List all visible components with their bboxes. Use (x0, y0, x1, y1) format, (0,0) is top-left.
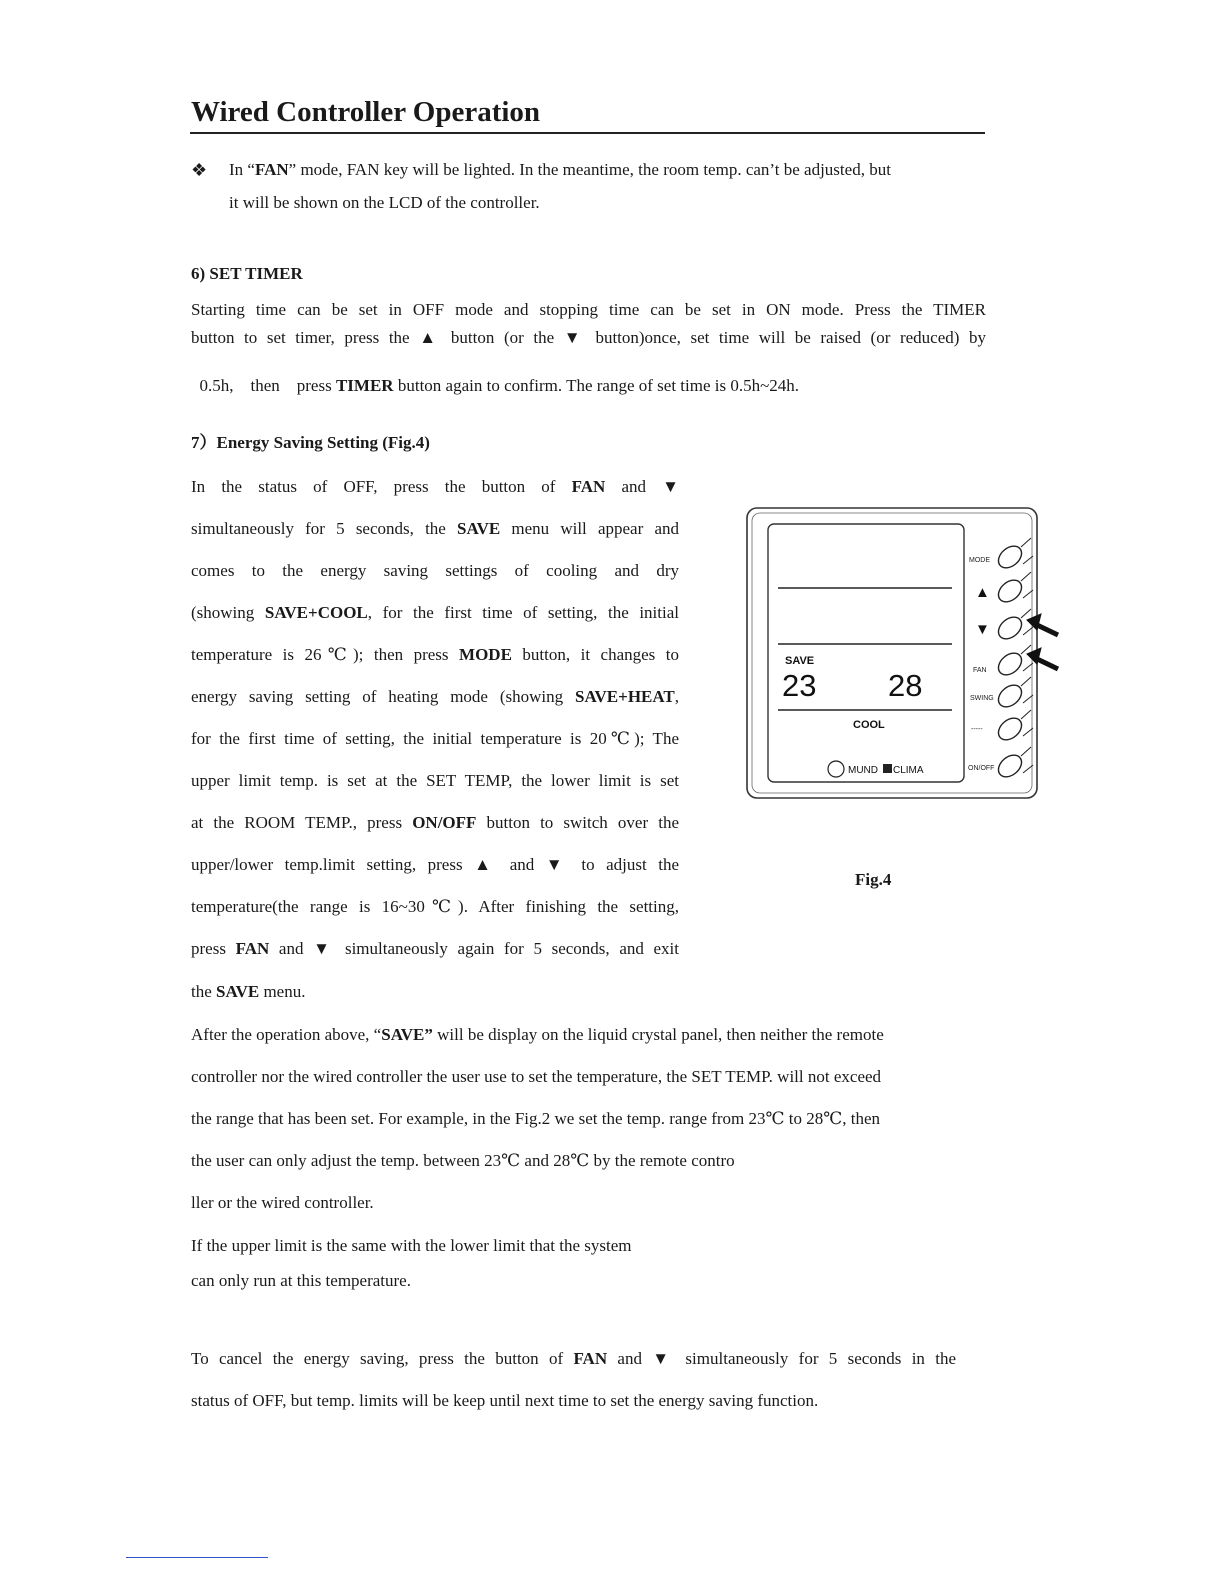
energy-line-10: upper/lower temp.limit setting, press ▲ and ▼ to adjust the (191, 855, 679, 874)
bold-run: SAVE+COOL (264, 603, 368, 622)
text-run: will be display on the liquid crystal panel, then neither the remote (432, 1025, 884, 1044)
after-line-3: the range that has been set. For example, in the Fig.2 we set the temp. range from 23℃ to 28℃, then (191, 1109, 881, 1128)
text-run: To cancel the energy saving, press the button of (191, 1349, 574, 1368)
text-run: menu. (259, 982, 306, 1001)
text-run: press (191, 939, 236, 958)
intro-line-1 (229, 160, 891, 180)
intro-line-2: it will be shown on the LCD of the controller. (229, 193, 540, 212)
button-label-swing: SWING (970, 695, 994, 702)
bold-run: MODE (459, 645, 512, 664)
energy-line-6 (191, 687, 679, 707)
footer-link-line (126, 1557, 268, 1558)
after-line-1 (191, 1025, 884, 1045)
bold-run: SAVE (457, 519, 501, 538)
brand-name-1: MUND (848, 765, 878, 776)
bold-run: SAVE (216, 982, 260, 1001)
bold-run: SAVE” (381, 1025, 433, 1044)
lcd-save-label: SAVE (785, 655, 815, 667)
energy-line-9 (191, 813, 679, 833)
text-run: (showing (191, 603, 265, 622)
brand-name-2: CLIMA (893, 765, 924, 776)
after-line-6: If the upper limit is the same with the lower limit that the system (191, 1236, 632, 1255)
energy-line-13 (191, 982, 305, 1002)
lcd-right-temp: 28 (888, 668, 923, 703)
bold-run: SAVE+HEAT (574, 687, 675, 706)
button-label-mode: MODE (969, 557, 990, 564)
text-run: After the operation above, “ (191, 1025, 382, 1044)
bold-run: FAN (254, 160, 289, 179)
text-run: and ▼ (605, 477, 679, 496)
timer-line-1: Starting time can be set in OFF mode and stopping time can be set in ON mode. Press the TIMER (191, 300, 986, 319)
bold-run: FAN (235, 939, 270, 958)
section-heading-timer: 6) SET TIMER (191, 264, 303, 283)
after-line-4: the user can only adjust the temp. between 23℃ and 28℃ by the remote contro (191, 1151, 735, 1170)
text-run: and ▼ simultaneously again for 5 seconds, and exit (269, 939, 679, 958)
text-run: In “ (229, 160, 255, 179)
bold-run: TIMER (335, 376, 394, 395)
text-run: and ▼ simultaneously for 5 seconds in the (607, 1349, 956, 1368)
text-run: button again to confirm. The range of set time is 0.5h~24h. (393, 376, 800, 395)
lcd-screen (768, 524, 964, 782)
wired-controller-figure (740, 500, 1070, 810)
button-label-fan: FAN (973, 667, 987, 674)
page-title: Wired Controller Operation (191, 96, 541, 128)
text-run: at the ROOM TEMP., press (191, 813, 413, 832)
brand-mark-icon (883, 764, 892, 773)
text-run: , for the first time of setting, the initial (367, 603, 679, 622)
figure-caption: Fig.4 (855, 870, 892, 889)
energy-line-12 (191, 939, 679, 959)
title-underline (190, 132, 985, 134)
text-run: 0.5h, then press (199, 376, 336, 395)
bold-run: ON/OFF (412, 813, 477, 832)
text-run: In the status of OFF, press the button of (191, 477, 572, 496)
bullet-icon: ❖ (191, 160, 208, 180)
button-label-onoff: ON/OFF (968, 765, 995, 772)
timer-line-3 (191, 356, 799, 396)
energy-line-2 (191, 519, 679, 539)
energy-line-3: comes to the energy saving settings of cooling and dry (191, 561, 679, 580)
text-run: button, it changes to (511, 645, 679, 664)
text-run: temperature is 26℃); then press (191, 645, 460, 664)
text-run: ” mode, FAN key will be lighted. In the meantime, the room temp. can’t be adjusted, but (288, 160, 891, 179)
energy-line-1 (191, 477, 679, 497)
after-line-5: ller or the wired controller. (191, 1193, 374, 1212)
after-line-7: can only run at this temperature. (191, 1271, 411, 1290)
timer-line-2: button to set timer, press the ▲ button (or the ▼ button)once, set time will be raised (or reduced) by (191, 328, 986, 347)
text-run: menu will appear and (500, 519, 679, 538)
button-label-up: ▲ (975, 584, 990, 601)
lcd-mode-label: COOL (853, 719, 885, 731)
button-label-blank: ----- (971, 726, 983, 733)
text-run: button to switch over the (476, 813, 679, 832)
section-heading-energy: 7）Energy Saving Setting (Fig.4) (191, 433, 430, 452)
cancel-line-2: status of OFF, but temp. limits will be keep until next time to set the energy saving function. (191, 1391, 819, 1410)
energy-line-11: temperature(the range is 16~30℃). After finishing the setting, (191, 897, 679, 916)
energy-line-8: upper limit temp. is set at the SET TEMP, the lower limit is set (191, 771, 679, 790)
after-line-2: controller nor the wired controller the user use to set the temperature, the SET TEMP. will not exceed (191, 1067, 882, 1086)
text-run: energy saving setting of heating mode (showing (191, 687, 575, 706)
energy-line-5 (191, 645, 679, 665)
bold-run: FAN (573, 1349, 608, 1368)
text-run: the (191, 982, 217, 1001)
energy-line-4 (191, 603, 679, 623)
text-run: simultaneously for 5 seconds, the (191, 519, 458, 538)
lcd-left-temp: 23 (782, 668, 817, 703)
cancel-line-1 (191, 1349, 956, 1369)
bold-run: FAN (571, 477, 606, 496)
energy-line-7: for the first time of setting, the initial temperature is 20℃); The (191, 729, 679, 748)
button-label-down: ▼ (975, 621, 990, 638)
text-run: , (674, 687, 679, 706)
